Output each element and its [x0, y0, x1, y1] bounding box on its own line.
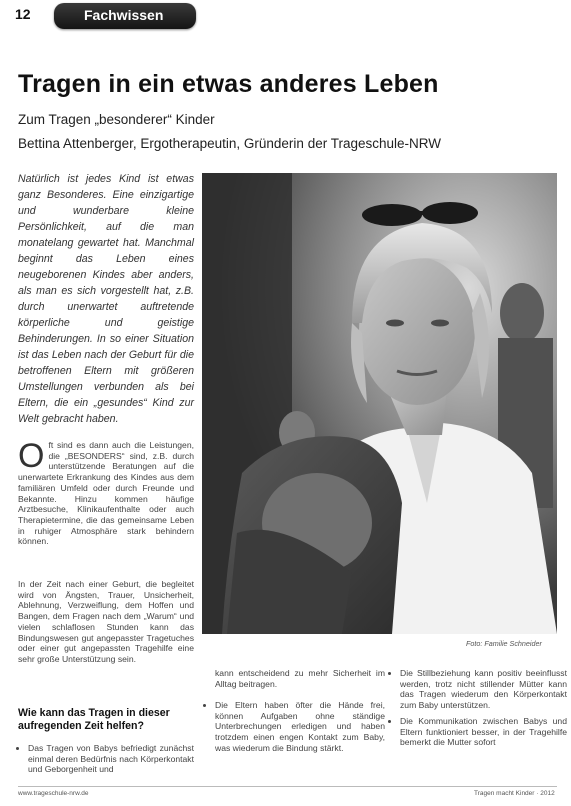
list-item: • Das Tragen von Babys befriedigt zunächst einmal deren Bedürfnis nach Körperkontakt und Geborgenheit und	[28, 743, 194, 775]
article-subtitle: Zum Tragen „besonderer“ Kinder	[18, 112, 215, 127]
article-title: Tragen in ein etwas anderes Leben	[18, 70, 439, 98]
section-label: Fachwissen	[84, 7, 164, 23]
list-item: • Die Eltern haben öfter die Hände frei, können Aufgaben ohne ständige Unterbrechungen erledigen und haben trotzdem einen engen Kontakt zum Baby, was wiederum die Bindung stärkt.	[215, 700, 385, 754]
footer-publication: Tragen macht Kinder · 2012	[474, 790, 555, 797]
section-tab	[54, 3, 196, 29]
article-intro: Natürlich ist jedes Kind ist etwas ganz Besonderes. Eine einzigartige und wunderbare kleine Persönlichkeit, auf die man monatelang gewartet hat. Manchmal beginnt das Leben eines neugeborenen Kindes aber anders, als man es sich vorgestellt hat, z.B. durch unerwartet auftretende körperliche und geistige Behinderungen. In so einer Situation ist das Leben nach der Geburt für die betroffenen Eltern mit größeren Umstellungen verbunden als bei Eltern, die ein „gesundes“ Kind zur Welt gebracht haben.	[18, 173, 194, 425]
page-number: 12	[15, 6, 31, 22]
page-header	[0, 0, 571, 32]
footer-website: www.trageschule-nrw.de	[18, 790, 89, 797]
footer-divider	[18, 786, 557, 787]
body-paragraph-1	[18, 437, 194, 547]
col2-continuation: kann entscheidend zu mehr Sicherheit im Alltag beitragen.	[215, 668, 385, 689]
article-author: Bettina Attenberger, Ergotherapeutin, Gründerin der Trageschule-NRW	[18, 136, 441, 151]
drop-cap: O	[18, 437, 45, 475]
photo-caption: Foto: Familie Schneider	[466, 639, 542, 648]
body-paragraph-2: In der Zeit nach einer Geburt, die begleitet wird von Ängsten, Trauer, Unsicherheit, Ablehnung, Verzweiflung, dem Hoffen und Bangen, dem Fragen nach dem „Warum“ und vielen schlaflosen Stunden kann das Bindungswesen gut angepasster Tragetuches oder einer gut angepassten Tragehilfe eine sehr große Unterstützung sein.	[18, 579, 194, 664]
bullet-list-col1	[18, 743, 194, 780]
list-item: • Die Kommunikation zwischen Babys und Eltern funktioniert besser, in der Tragehilfe bemerkt die Mutter sofort	[400, 716, 567, 748]
bullet-list-col2	[205, 700, 385, 759]
body-paragraph-1-text: ft sind es dann auch die Leistungen, die „BESONDERS“ sind, z.B. durch unterstützende Beratungen auf die unerwartete Erkrankung des Kindes aus dem familiären Umfeld oder durch Freunde und Bekannte. Hinzu kommen häufige Arztbesuche, Klinikaufenthalte oder auch Therapietermine, die das gemeinsame Leben in ruhiger Atmosphäre stark behindern können.	[18, 440, 194, 547]
section-subheading: Wie kann das Tragen in dieser aufregenden Zeit helfen?	[18, 707, 170, 732]
article-photo	[202, 173, 557, 634]
list-item: • Die Stillbeziehung kann positiv beeinflusst werden, trotz nicht stillender Mütter kann das Tragen wiederum den Körperkontakt zum Baby unterstützen.	[400, 668, 567, 711]
bullet-list-col3	[390, 668, 567, 753]
